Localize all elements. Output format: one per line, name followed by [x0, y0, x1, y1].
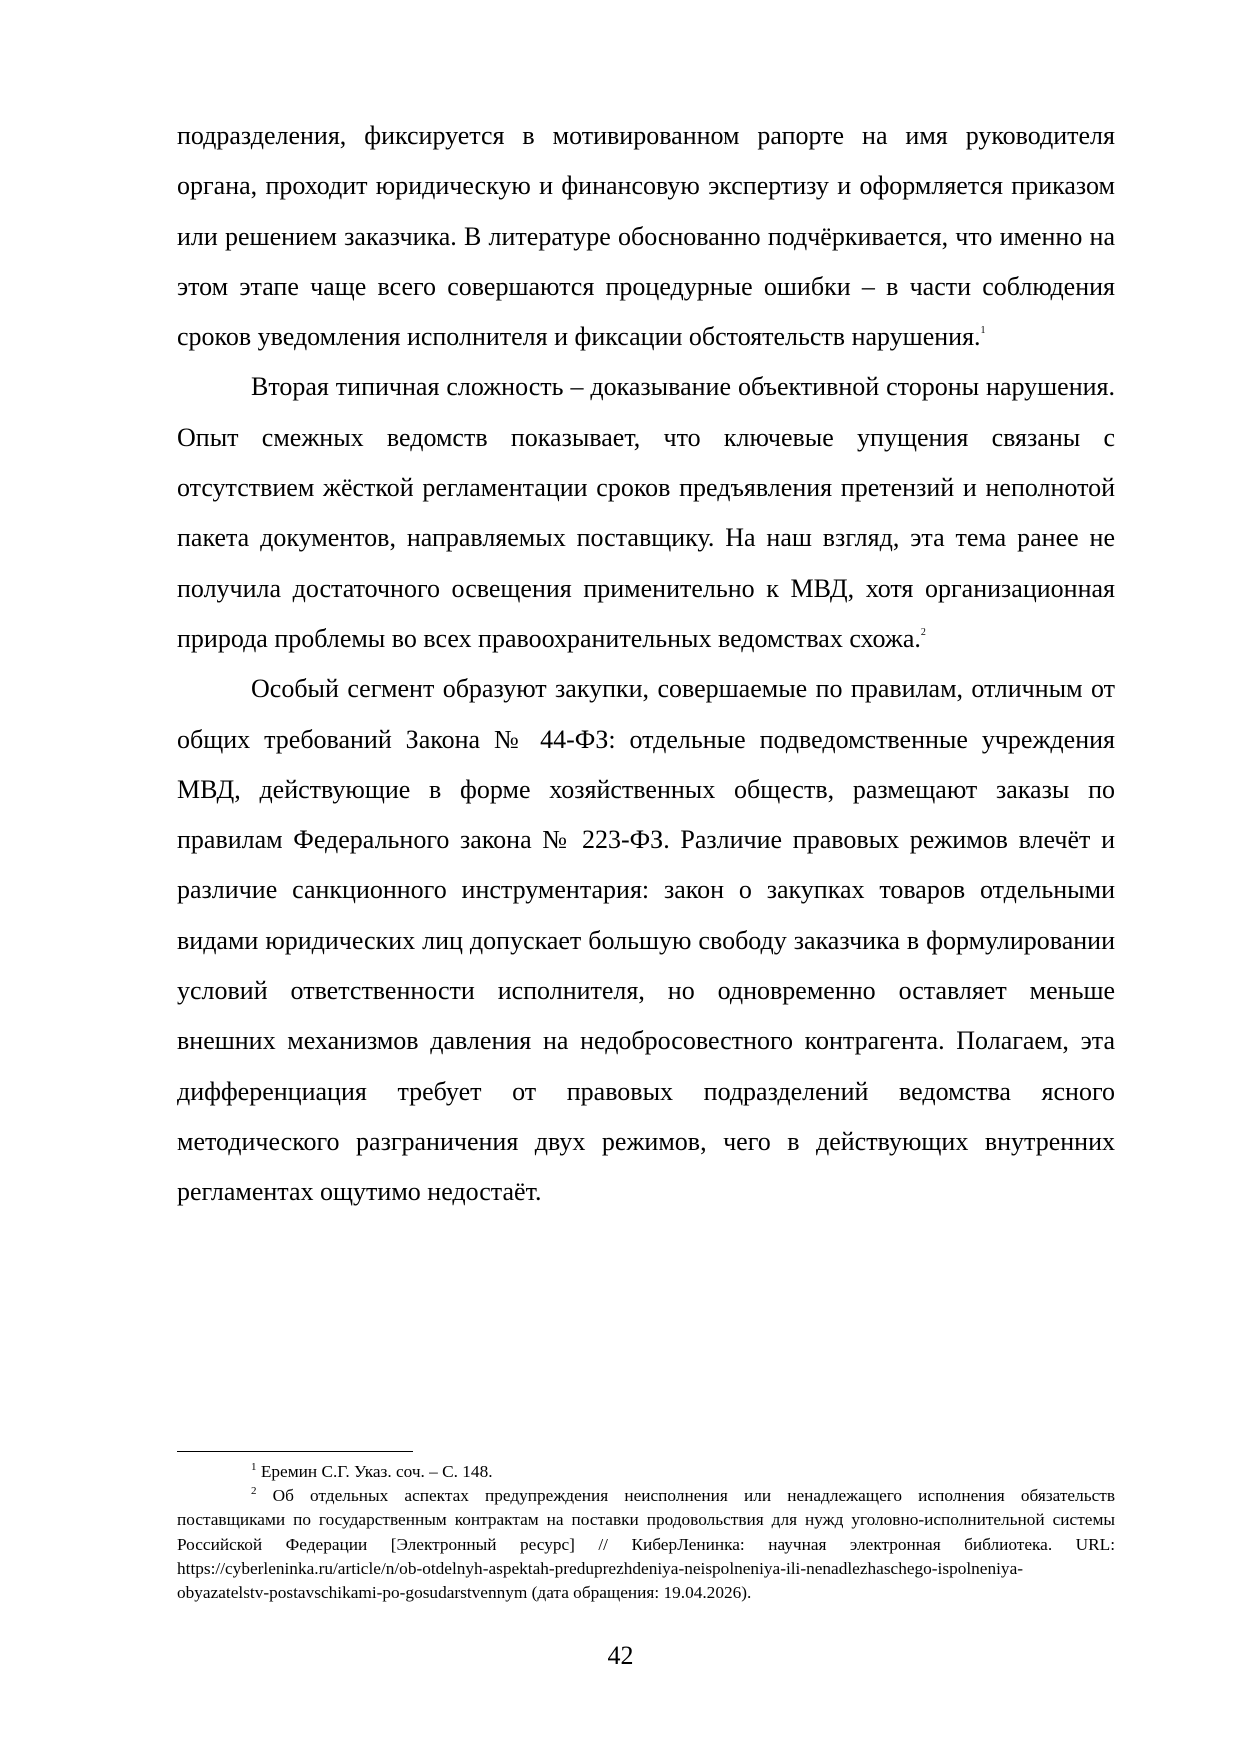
footnote-separator — [177, 1451, 413, 1452]
footnote-2-number: 2 — [251, 1485, 257, 1498]
footnote-ref-1: 1 — [980, 325, 986, 337]
footnote-2 — [177, 1484, 1115, 1605]
footnote-1-number: 1 — [251, 1461, 257, 1473]
paragraph-3 — [177, 664, 1115, 1217]
footnote-1-text: Еремин С.Г. Указ. соч. – С. 148. — [260, 1462, 493, 1481]
paragraph-1 — [177, 111, 1115, 362]
body-text — [177, 111, 1115, 1218]
page-number: 42 — [607, 1641, 634, 1670]
paragraph-1-text: подразделения, фиксируется в мотивированном рапорте на имя руководителя органа, проходит юридическую и финансовую экспертизу и оформляется приказом или решением заказчика. В литературе обоснованно подчёркивается, что именно на этом этапе чаще всего совершаются процедурные ошибки – в части соблюдения сроков уведомления исполнителя и фиксации обстоятельств нарушения. — [177, 121, 1115, 352]
paragraph-2-text: Вторая типичная сложность – доказывание объективной стороны нарушения. Опыт смежных ведомств показывает, что ключевые упущения связаны с отсутствием жёсткой регламентации сроков предъявления претензий и неполнотой пакета документов, направляемых поставщику. На наш взгляд, эта тема ранее не получила достаточного освещения применительно к МВД, хотя организационная природа проблемы во всех правоохранительных ведомствах схожа. — [177, 372, 1115, 653]
footnote-ref-2: 2 — [920, 626, 926, 638]
paragraph-3-text: Особый сегмент образуют закупки, совершаемые по правилам, отличным от общих требований Закона № 44-ФЗ: отдельные подведомственные учреждения МВД, действующие в форме хозяйственных обществ, размещают заказы по правилам Федерального закона № 223-ФЗ. Различие правовых режимов влечёт и различие санкционного инструментария: закон о закупках товаров отдельными видами юридических лиц допускает большую свободу заказчика в формулировании условий ответственности исполнителя, но одновременно оставляет меньше внешних механизмов давления на недобросовестного контрагента. Полагаем, эта дифференциация требует от правовых подразделений ведомства ясного методического разграничения двух режимов, чего в действующих внутренних регламентах ощутимо недостаёт. — [177, 674, 1115, 1207]
footnote-1 — [177, 1460, 1115, 1484]
footnote-2-text: Об отдельных аспектах предупреждения неисполнения или ненадлежащего исполнения обязательств поставщиками по государственным контрактам на поставки продовольствия для нужд уголовно-исполнительной системы Российской Федерации [Электронный ресурс] // КиберЛенинка: научная электронная библиотека. URL: https://cyberleninka.ru/article/n/ob-otdelnyh-aspektah-preduprezhdeniya-neispolneniya-ili-nenadlezhaschego-ispolneniya-obyazatelstv-postavschikami-po-gosudarstvennym (дата обращения: 19.04.2026). — [177, 1486, 1115, 1603]
paragraph-2 — [177, 362, 1115, 664]
footnotes — [177, 1460, 1115, 1605]
